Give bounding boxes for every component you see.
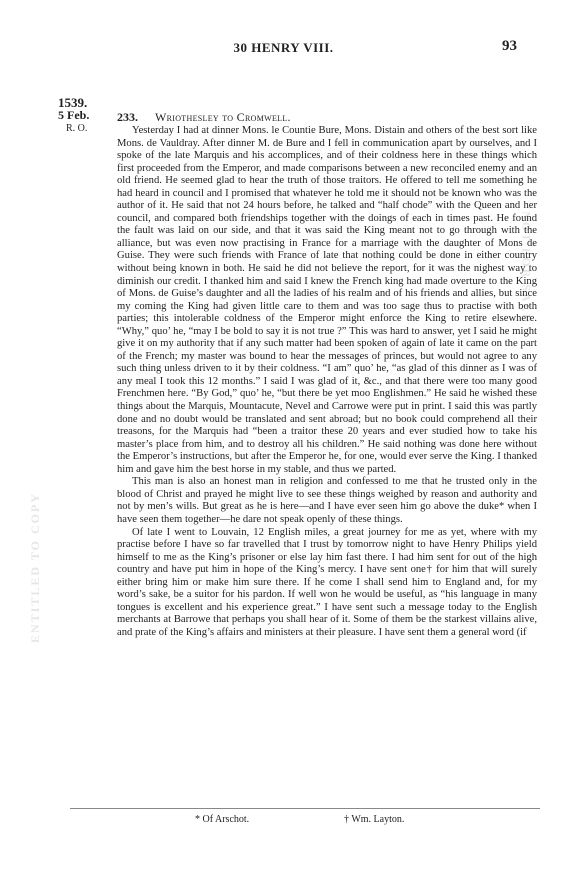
running-head (0, 40, 567, 60)
footnote: † Wm. Layton. (344, 814, 405, 825)
paragraph: Yesterday I had at dinner Mons. le Countie Bure, Mons. Distain and others of the best sort like Mons. de Vauldray. After dinner M. de Bure and I fell in communication apart by ourselves, and I spoke of the late Marquis and his accomplices, and of their coldness here in these things which first proceeded from the Emperor, and made comparisons between a new reconciled enemy and an old friend. He seemed glad to hear the truth of those traitors. He offered to tell me something he had heard in council and I promised that whatever he told me it should not be known who was the author of it. He said that not 24 hours before, he talked and “half chode” with the Queen and her council, and compared both friendships together with the doings of each in times past. He found the fault was laid on our side, and that it was said the King meant not to go through with the alliance, but was even now practising in France for a marriage with the daughter of Mons de Guise. They were such friends with France of late that nothing could be done in either country without being known in both. He said he did not believe the report, for it was the nighest way to diminish our credit. I thanked him and said I knew the French king had made overture to the King of Mons. de Guise’s daughter and all the ladies of his realm and of his friends and allies, but since my coming the King had given little care to them and was too sage thus to practise with both parties; this intolerable coldness of the Emperor might enforce the King to retire elsewhere. “Why,” quo’ he, “may I be bold to say it is not true ?” This was hard to answer, yet I said he might give it on my authority that if any such matter had been spoken of again of late it came on the part of the French; my master was bound to hear the messages of princes, but would not agree to any such thing unless driven to it by their coldness. “I am” quo’ he, “as glad of this dinner as I was of any meal I took this 12 months.” I said I was glad of it, &c., and that there were too many good Frenchmen here. “By God,” quo’ he, “but there be yet moo Englishmen.” He said he wished these things about the Marquis, Mountacute, Nevel and Carrowe were put in print. I said this was partly done and no doubt would be translated and sent abroad; but no book could comprehend all their treasons, for the Marquis had “been a traitor these 20 years and ever studied how to take his master’s place from him, and to destroy all his children.” He said nothing was done here without the Emperor’s instructions, but after the Emperor he, for one, would ever serve the King. I thanked him and gave him the best horse in my stable, and thus we parted. (117, 125, 537, 475)
paragraph: This man is also an honest man in religion and confessed to me that he trusted only in the blood of Christ and prayed he might live to see these things weighed by reason and authority and not by men’s wills. But great as he is here—and I have ever seen him go above the duke* when I have seen them together—he dare not speak openly of these things. (117, 476, 537, 525)
body-text (117, 125, 537, 639)
running-head-title: 30 HENRY VIII. (233, 40, 334, 55)
margin-year: 1539. (58, 95, 88, 110)
entry-title: Wriothesley to Cromwell. (155, 110, 291, 124)
entry-number: 233. (117, 110, 138, 124)
margin-date: 5 Feb. (58, 108, 90, 122)
margin-notes (58, 96, 108, 135)
page-number: 93 (502, 38, 517, 54)
paragraph: Of late I went to Louvain, 12 English miles, a great journey for me as yet, where with my practise before I have so far travelled that I trust by tomorrow night to have Henry Philips yield himself to me as the King’s prisoner or else lay him fast there. I had him sent for out of the high country and have put him in hope of the King’s mercy. I have sent one† for him that will surely either bring him or make him sure there. If he come I shall send him to England and, for my word’s sake, be a suitor for his pardon. If well won he would be useful, as “his language in many tongues is excellent and his experience great.” I have sent such a message today to the English merchants at Barrowe that perhaps you shall hear of it. Some of them be the starkest villains alive, and prate of the King’s affairs and ministers at their pleasure. I have sent them a general word (if (117, 526, 537, 638)
footnote-divider (70, 808, 540, 809)
watermark-right: NOT FOR SALE (519, 211, 534, 324)
margin-source: R. O. (66, 123, 88, 134)
footnote: * Of Arschot. (195, 814, 250, 825)
entry-heading (117, 110, 291, 125)
watermark-left: ENTITLED TO COPY (27, 492, 42, 643)
